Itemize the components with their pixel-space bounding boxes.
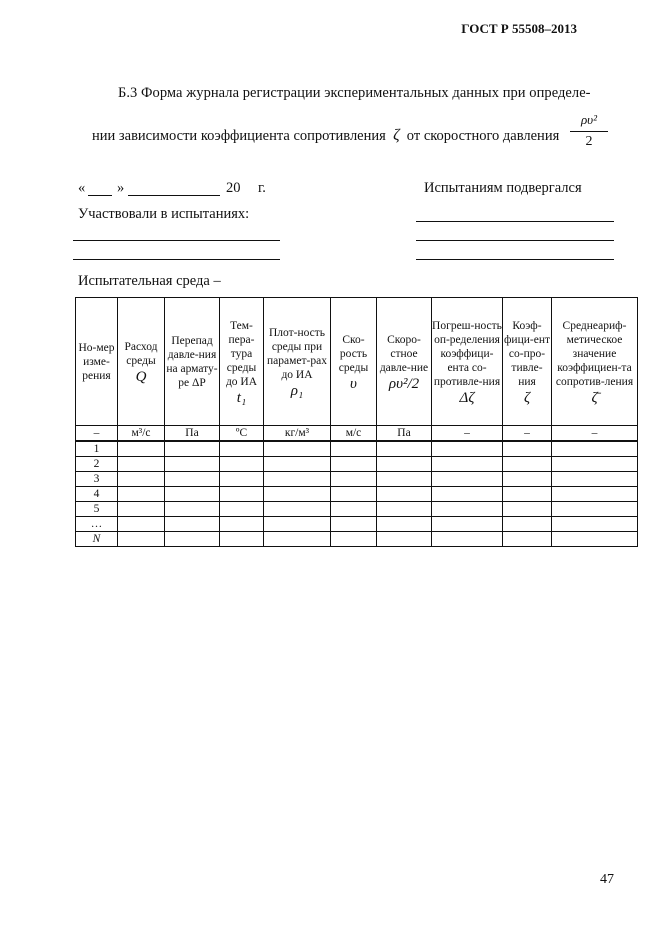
- entry-cell[interactable]: [377, 502, 432, 517]
- entry-cell[interactable]: [432, 532, 503, 547]
- entry-cell[interactable]: [165, 532, 220, 547]
- entry-cell[interactable]: [264, 472, 331, 487]
- entry-cell[interactable]: [331, 502, 377, 517]
- row-number-cell: 3: [76, 472, 118, 487]
- entry-cell[interactable]: [552, 517, 638, 532]
- entry-cell[interactable]: [165, 517, 220, 532]
- section-title-line1: Б.3 Форма журнала регистрации экспериментальных данных при определе-: [118, 85, 591, 101]
- day-blank[interactable]: [88, 195, 112, 196]
- table-row: [76, 487, 638, 502]
- entry-cell[interactable]: [264, 517, 331, 532]
- col-header-mean-coefficient: Среднеариф-метическое значение коэффициен-та сопротив-ления ζ̄: [552, 298, 638, 426]
- unit-cell: –: [552, 426, 638, 442]
- unit-cell: –: [432, 426, 503, 442]
- col-header-pressure-drop: Перепад давле-ния на армату-ре ΔP: [165, 298, 220, 426]
- entry-cell[interactable]: [165, 441, 220, 457]
- entry-cell[interactable]: [118, 441, 165, 457]
- entry-cell[interactable]: [432, 517, 503, 532]
- table-row: [76, 517, 638, 532]
- data-rows: [76, 441, 638, 547]
- entry-cell[interactable]: [552, 532, 638, 547]
- entry-cell[interactable]: [118, 517, 165, 532]
- entry-cell[interactable]: [503, 457, 552, 472]
- participants-blank-1[interactable]: [73, 240, 280, 241]
- entry-cell[interactable]: [503, 472, 552, 487]
- tested-blank-1[interactable]: [416, 221, 614, 222]
- row-number-cell: 5: [76, 502, 118, 517]
- entry-cell[interactable]: [377, 487, 432, 502]
- row-number-cell: 2: [76, 457, 118, 472]
- entry-cell[interactable]: [118, 487, 165, 502]
- units-row: [76, 426, 638, 442]
- entry-cell[interactable]: [331, 457, 377, 472]
- entry-cell[interactable]: [432, 502, 503, 517]
- col-header-error: Погреш-ность оп-ределения коэффици-ента со-противле-ния Δζ: [432, 298, 503, 426]
- zeta-symbol: ζ: [393, 127, 400, 144]
- entry-cell[interactable]: [331, 532, 377, 547]
- entry-cell[interactable]: [165, 457, 220, 472]
- row-number-cell: N: [76, 532, 118, 547]
- entry-cell[interactable]: [264, 457, 331, 472]
- page-number: 47: [600, 872, 614, 887]
- tested-blank-3[interactable]: [416, 259, 614, 260]
- entry-cell[interactable]: [220, 441, 264, 457]
- entry-cell[interactable]: [552, 457, 638, 472]
- entry-cell[interactable]: [377, 532, 432, 547]
- table-row: [76, 472, 638, 487]
- entry-cell[interactable]: [331, 487, 377, 502]
- entry-cell[interactable]: [503, 487, 552, 502]
- col-header-velocity-pressure: Скоро-стное давле-ние ρυ²/2: [377, 298, 432, 426]
- entry-cell[interactable]: [552, 487, 638, 502]
- unit-cell: ºС: [220, 426, 264, 442]
- entry-cell[interactable]: [118, 532, 165, 547]
- row-number-cell: …: [76, 517, 118, 532]
- table-row: [76, 502, 638, 517]
- col-header-density: Плот-ность среды при парамет-рах до ИА ρ₁: [264, 298, 331, 426]
- entry-cell[interactable]: [552, 441, 638, 457]
- header-row: [76, 298, 638, 426]
- entry-cell[interactable]: [377, 441, 432, 457]
- fraction-denominator: 2: [585, 134, 593, 149]
- entry-cell[interactable]: [377, 457, 432, 472]
- entry-cell[interactable]: [220, 487, 264, 502]
- unit-cell: Па: [165, 426, 220, 442]
- entry-cell[interactable]: [331, 517, 377, 532]
- fraction-numerator: ρυ²: [580, 112, 598, 127]
- medium-label: Испытательная среда –: [78, 273, 221, 289]
- entry-cell[interactable]: [165, 502, 220, 517]
- entry-cell[interactable]: [552, 502, 638, 517]
- entry-cell[interactable]: [264, 502, 331, 517]
- entry-cell[interactable]: [264, 441, 331, 457]
- unit-cell: кг/м³: [264, 426, 331, 442]
- entry-cell[interactable]: [432, 457, 503, 472]
- entry-cell[interactable]: [432, 441, 503, 457]
- unit-cell: –: [76, 426, 118, 442]
- entry-cell[interactable]: [165, 487, 220, 502]
- entry-cell[interactable]: [377, 517, 432, 532]
- standard-header: ГОСТ Р 55508–2013: [461, 21, 577, 36]
- entry-cell[interactable]: [220, 517, 264, 532]
- row-number-cell: 1: [76, 441, 118, 457]
- unit-cell: Па: [377, 426, 432, 442]
- entry-cell[interactable]: [220, 472, 264, 487]
- participants-label: Участвовали в испытаниях:: [78, 206, 250, 222]
- entry-cell[interactable]: [503, 441, 552, 457]
- entry-cell[interactable]: [331, 472, 377, 487]
- unit-cell: м³/с: [118, 426, 165, 442]
- col-header-velocity: Ско-рость среды υ: [331, 298, 377, 426]
- col-header-coefficient: Коэф-фици-ент со-про-тивле-ния ζ: [503, 298, 552, 426]
- entry-cell[interactable]: [165, 472, 220, 487]
- fraction-bar: [570, 131, 608, 132]
- entry-cell[interactable]: [503, 532, 552, 547]
- tested-label: Испытаниям подвергался: [424, 180, 582, 196]
- col-header-number: Но-мер изме-рения: [76, 298, 118, 426]
- month-blank[interactable]: [128, 195, 220, 196]
- entry-cell[interactable]: [264, 532, 331, 547]
- entry-cell[interactable]: [118, 502, 165, 517]
- year-suffix: г.: [258, 180, 266, 196]
- pressure-fraction: [570, 112, 608, 150]
- title-prefix: нии зависимости коэффициента сопротивления: [92, 128, 386, 144]
- table-row: [76, 441, 638, 457]
- date-close-quote: »: [117, 180, 125, 196]
- entry-cell[interactable]: [118, 457, 165, 472]
- participants-blank-2[interactable]: [73, 259, 280, 260]
- date-open-quote: «: [78, 180, 86, 196]
- entry-cell[interactable]: [220, 502, 264, 517]
- entry-cell[interactable]: [552, 472, 638, 487]
- entry-cell[interactable]: [432, 472, 503, 487]
- table-row: [76, 532, 638, 547]
- col-header-flow: Расход среды Q: [118, 298, 165, 426]
- col-header-temperature: Тем-пера-тура среды до ИА t₁: [220, 298, 264, 426]
- entry-cell[interactable]: [503, 502, 552, 517]
- row-number-cell: 4: [76, 487, 118, 502]
- registration-table: [75, 297, 638, 547]
- section-title-line2: [92, 127, 559, 145]
- entry-cell[interactable]: [264, 487, 331, 502]
- unit-cell: –: [503, 426, 552, 442]
- entry-cell[interactable]: [503, 517, 552, 532]
- entry-cell[interactable]: [220, 457, 264, 472]
- year-prefix: 20: [226, 180, 241, 196]
- entry-cell[interactable]: [118, 472, 165, 487]
- entry-cell[interactable]: [331, 441, 377, 457]
- table-row: [76, 457, 638, 472]
- entry-cell[interactable]: [377, 472, 432, 487]
- entry-cell[interactable]: [220, 532, 264, 547]
- title-suffix: от скоростного давления: [406, 128, 560, 144]
- tested-blank-2[interactable]: [416, 240, 614, 241]
- unit-cell: м/с: [331, 426, 377, 442]
- entry-cell[interactable]: [432, 487, 503, 502]
